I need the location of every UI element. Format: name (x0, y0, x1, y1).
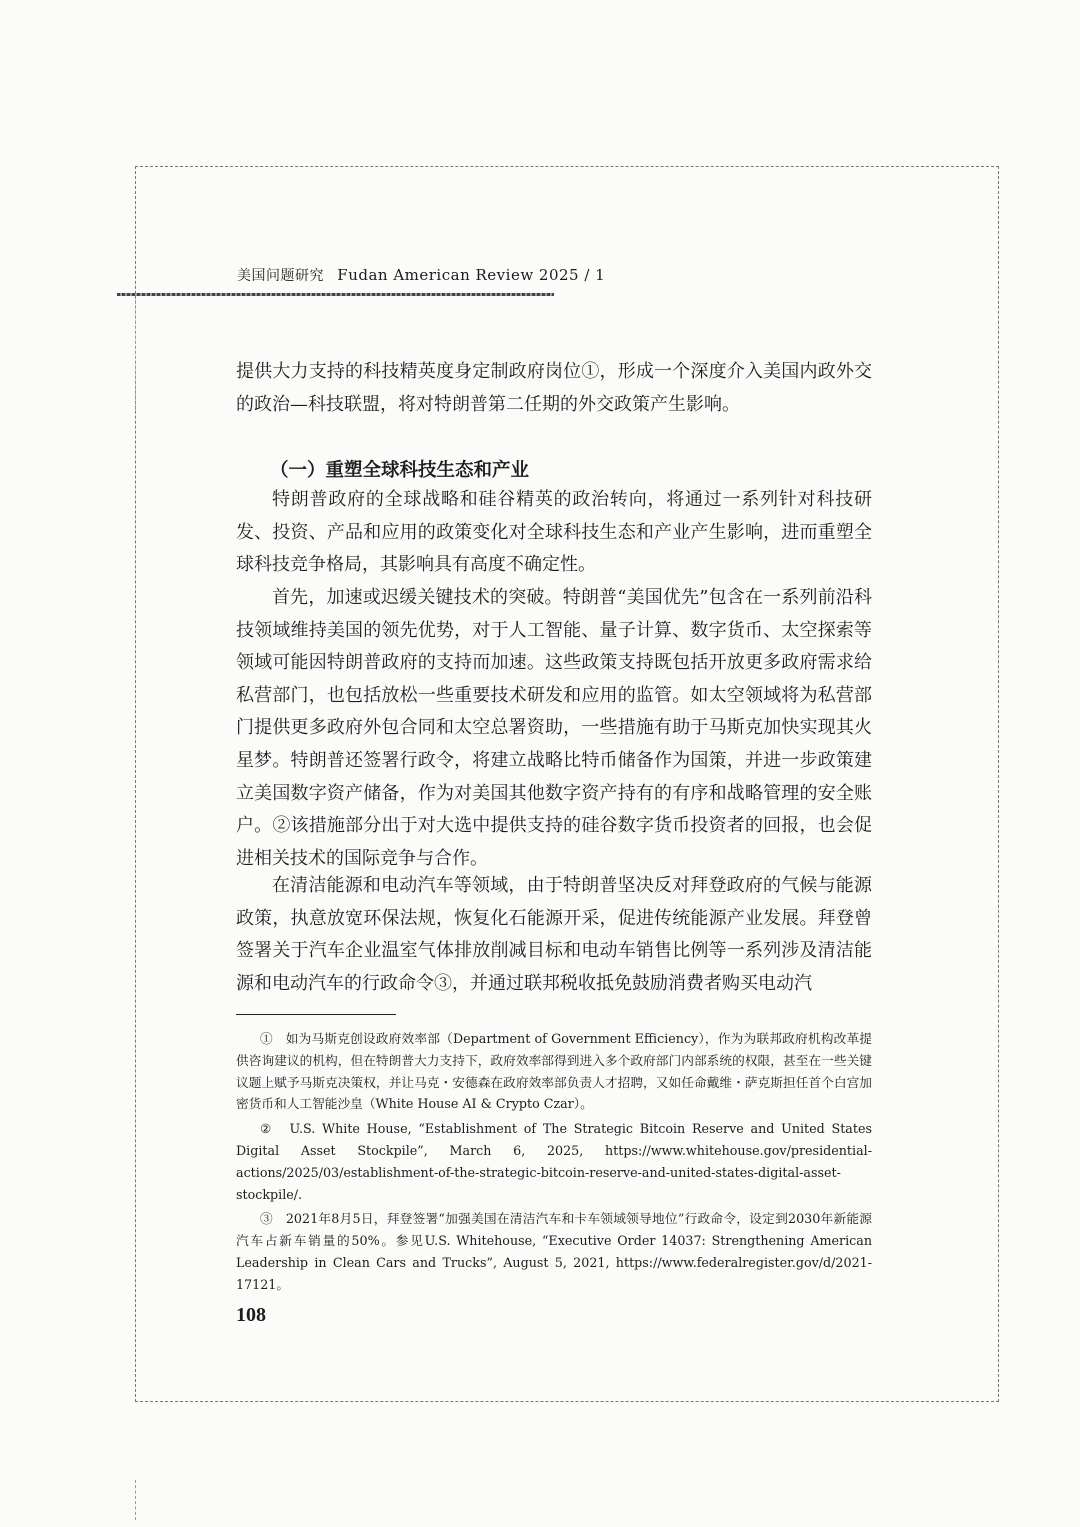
paragraph-4: 在清洁能源和电动汽车等领域，由于特朗普坚决反对拜登政府的气候与能源政策，执意放宽环保法规，恢复化石能源开采，促进传统能源产业发展。拜登曾签署关于汽车企业温室气体排放削减目标和电动车销售比例等一系列涉及清洁能源和电动汽车的行政命令③，并通过联邦税收抵免鼓励消费者购买电动汽 (236, 875, 872, 994)
footnote-separator (236, 1014, 396, 1015)
section-heading: （一）重塑全球科技生态和产业 (270, 460, 530, 481)
journal-title: Fudan American Review 2025 / 1 (337, 266, 606, 284)
paragraph-1: 提供大力支持的科技精英度身定制政府岗位①，形成一个深度介入美国内政外交的政治—科技联盟，将对特朗普第二任期的外交政策产生影响。 (236, 361, 872, 415)
paragraph-2: 特朗普政府的全球战略和硅谷精英的政治转向，将通过一系列针对科技研发、投资、产品和应用的政策变化对全球科技生态和产业产生影响，进而重塑全球科技竞争格局，其影响具有高度不确定性。 (236, 489, 872, 576)
footnote-3: ③ 2021年8月5日，拜登签署“加强美国在清洁汽车和卡车领域领导地位”行政命令，设定到2030年新能源汽车占新车销量的50%。参见U.S. Whitehouse, “Executive Order 14037: Strengthening American Leadership in Clean Cars and Trucks”, August 5, 2021, https://www.federalregister.gov/d/2021-17121。 (236, 1211, 872, 1292)
journal-name: 美国问题研究 (237, 268, 324, 284)
footnote-1: ① 如为马斯克创设政府效率部（Department of Government Efficiency），作为为联邦政府机构改革提供咨询建议的机构，但在特朗普大力支持下，政府效率部得到进入多个政府部门内部系统的权限，甚至在一些关键议题上赋予马斯克决策权，并让马克・安德森在政府效率部负责人才招聘，又如任命戴维・萨克斯担任首个白宫加密货币和人工智能沙皇（White House AI & Crypto Czar）。 (236, 1031, 872, 1112)
header-rule (117, 293, 554, 296)
footnote-2: ② U.S. White House, “Establishment of The Strategic Bitcoin Reserve and United States Digital Asset Stockpile”, March 6, 2025, https://www.whitehouse.gov/presidential-actions/2025/03/establishment-of-the-strategic-bitcoin-reserve-and-united-states-digital-asset-stockpile/. (236, 1121, 872, 1202)
running-head (237, 265, 605, 285)
page-number: 108 (236, 1304, 266, 1326)
footnotes (236, 1028, 872, 1299)
scan-crop-tick (135, 300, 136, 410)
paragraph-3: 首先，加速或迟缓关键技术的突破。特朗普“美国优先”包含在一系列前沿科技领域维持美国的领先优势，对于人工智能、量子计算、数字货币、太空探索等领域可能因特朗普政府的支持而加速。这些政策支持既包括开放更多政府需求给私营部门，也包括放松一些重要技术研发和应用的监管。如太空领域将为私营部门提供更多政府外包合同和太空总署资助，一些措施有助于马斯克加快实现其火星梦。特朗普还签署行政令，将建立战略比特币储备作为国策，并进一步政策建立美国数字资产储备，作为对美国其他数字资产持有的有序和战略管理的安全账户。②该措施部分出于对大选中提供支持的硅谷数字货币投资者的回报，也会促进相关技术的国际竞争与合作。 (236, 587, 872, 869)
scan-crop-tick (135, 1480, 136, 1520)
